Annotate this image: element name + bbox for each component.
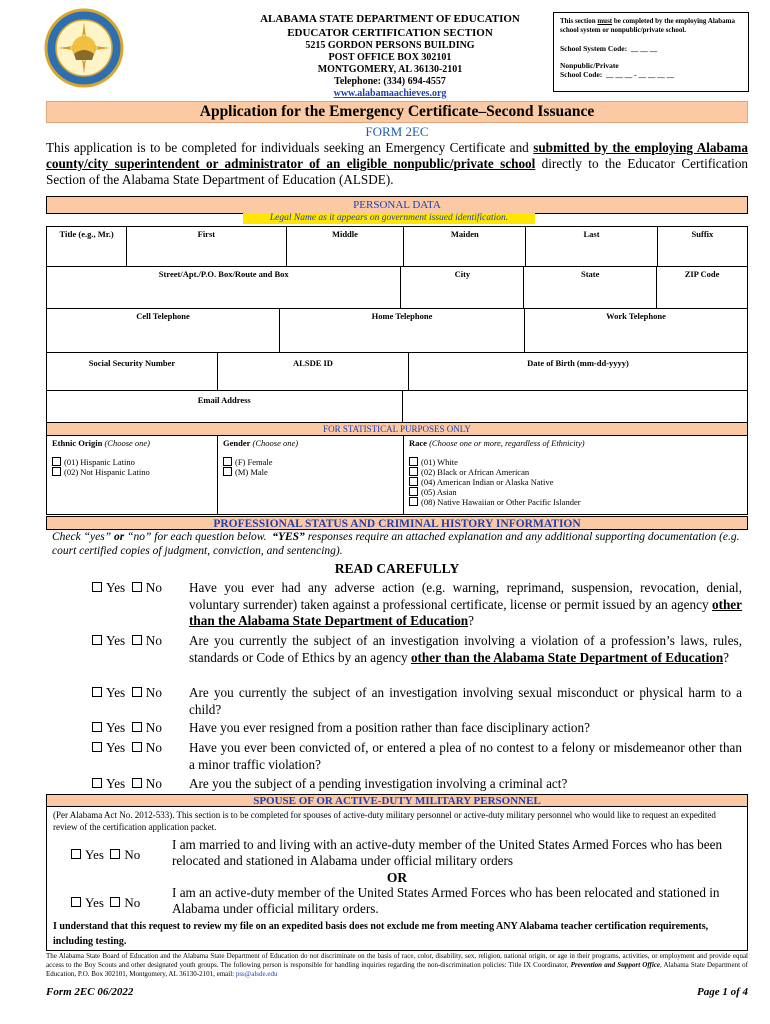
- statistical-box: [46, 435, 748, 515]
- spouse-option-1-choice: [71, 847, 161, 863]
- spouse-option-1-text: I am married to and living with an active-duty member of the United States Armed Forces who has been relocated and stationed in Alabama under official military orders: [172, 837, 723, 868]
- intro-part2: directly to the Educator Certification Section of the Alabama State Department of Education (ALSDE).: [46, 156, 749, 187]
- checkbox-icon[interactable]: [409, 477, 418, 486]
- address-table: [46, 266, 748, 309]
- form-title: Application for the Emergency Certificate–Second Issuance: [46, 101, 748, 123]
- ethnic-label: Ethnic Origin: [52, 438, 103, 448]
- no-label: No: [145, 776, 162, 791]
- middle-name-field[interactable]: [286, 227, 404, 267]
- email-blank[interactable]: [402, 391, 748, 423]
- street-field[interactable]: [47, 267, 401, 309]
- race-hint: (Choose one or more, regardless of Ethnicity): [429, 438, 585, 448]
- yes-no-choice: [92, 740, 188, 757]
- question-5: [92, 740, 742, 773]
- ethnic-column: [52, 438, 212, 477]
- yes-checkbox[interactable]: [92, 722, 102, 732]
- alsde-id-label: ALSDE ID: [293, 358, 333, 368]
- q5-text: Have you ever been convicted of, or entered a plea of no contest to a felony or misdemeanor other than a minor traffic violation?: [189, 740, 742, 772]
- work-phone-field[interactable]: [525, 309, 748, 353]
- ethnic-hint: (Choose one): [104, 438, 150, 448]
- yes-label: Yes: [85, 895, 104, 910]
- footer-office: Prevention and Support Office: [570, 961, 661, 969]
- address-line-1: 5215 GORDON PERSONS BUILDING: [305, 40, 475, 51]
- gender-option-m-label: (M) Male: [235, 467, 268, 477]
- no-label: No: [124, 895, 141, 910]
- street-label: Street/Apt./P.O. Box/Route and Box: [158, 269, 289, 279]
- first-name-field[interactable]: [127, 227, 286, 267]
- ssn-label: Social Security Number: [88, 358, 176, 368]
- yes-label: Yes: [106, 720, 126, 735]
- race-label: Race: [409, 438, 427, 448]
- name-table: [46, 226, 748, 267]
- nondiscrimination-footer: [46, 952, 748, 979]
- ethnic-option-1[interactable]: [52, 457, 212, 467]
- city-label: City: [454, 269, 471, 279]
- yes-checkbox[interactable]: [92, 582, 102, 592]
- phone-table: [46, 308, 748, 353]
- yes-checkbox[interactable]: [92, 778, 102, 788]
- school-code-label: School Code:: [560, 70, 603, 79]
- yes-checkbox[interactable]: [92, 742, 102, 752]
- gender-option-f-label: (F) Female: [235, 457, 273, 467]
- race-column: [409, 438, 739, 507]
- system-code-label: School System Code:: [560, 44, 628, 53]
- no-checkbox[interactable]: [132, 582, 142, 592]
- city-field[interactable]: [401, 267, 524, 309]
- last-name-field[interactable]: [526, 227, 658, 267]
- home-phone-field[interactable]: [280, 309, 525, 353]
- race-option-2-label: (02) Black or African American: [421, 467, 530, 477]
- ssn-field[interactable]: [47, 353, 218, 391]
- yes-checkbox[interactable]: [71, 849, 81, 859]
- yes-no-choice: [92, 685, 188, 702]
- race-option-4-label: (05) Asian: [421, 487, 457, 497]
- checkbox-icon[interactable]: [409, 457, 418, 466]
- spouse-disclaimer: I understand that this request to review my file on an expedited basis does not exclude me from meeting ANY Alabama teacher certification requirements, including testing.: [53, 921, 709, 947]
- race-option-1-label: (01) White: [421, 457, 458, 467]
- email-label: Email Address: [197, 395, 251, 405]
- ethnic-option-2-label: (02) Not Hispanic Latino: [64, 467, 150, 477]
- no-label: No: [145, 720, 162, 735]
- yes-no-choice: [92, 776, 188, 793]
- maiden-name-field[interactable]: [404, 227, 526, 267]
- checkbox-icon[interactable]: [223, 467, 232, 476]
- q2-underlined: other than the Alabama State Department of Education: [410, 649, 724, 665]
- footer-text-b: , Alabama State Department of Education, P.O. Box 302101, Montgomery, AL 36130-2101, email:: [46, 961, 749, 978]
- spouse-box: [46, 806, 748, 951]
- dob-field[interactable]: [409, 353, 748, 391]
- first-label: First: [197, 229, 216, 239]
- system-code-field[interactable]: __ __ __: [630, 44, 658, 53]
- race-option-4[interactable]: [409, 487, 739, 497]
- legal-name-note: Legal Name as it appears on government issued identification.: [243, 213, 535, 224]
- race-option-1[interactable]: [409, 457, 739, 467]
- yes-no-choice: [92, 633, 188, 650]
- yes-label: Yes: [106, 580, 126, 595]
- note-part-b: “no” for each question below.: [127, 531, 267, 543]
- form-id: Form 2EC 06/2022: [46, 986, 134, 998]
- gender-option-m[interactable]: [223, 467, 403, 477]
- alabama-seal-logo: [44, 8, 124, 88]
- spouse-heading: SPOUSE OF OR ACTIVE-DUTY MILITARY PERSONNEL: [46, 794, 748, 807]
- code-note-pre: This section: [560, 17, 596, 25]
- footer-text-a: The Alabama State Board of Education and the Alabama State Department of Education do not discriminate on the basis of race, color, disability, sex, religion, national origin, or age in their programs, activities, or employment and provide equal access to the Boy Scouts and other designated youth groups. The following person is responsible for handling inquiries regarding the non-discrimination policies: Title IX Coordinator,: [46, 952, 748, 969]
- no-label: No: [145, 740, 162, 755]
- yes-no-choice: [92, 580, 188, 597]
- department-name: ALABAMA STATE DEPARTMENT OF EDUCATION: [260, 13, 520, 25]
- gender-option-f[interactable]: [223, 457, 403, 467]
- or-separator: OR: [386, 870, 408, 885]
- address-line-3: MONTGOMERY, AL 36130-2101: [317, 64, 463, 75]
- q6-text: Are you the subject of a pending investigation involving a criminal act?: [189, 776, 568, 791]
- yes-label: Yes: [85, 847, 104, 862]
- checkbox-icon[interactable]: [223, 457, 232, 466]
- yes-label: Yes: [106, 740, 126, 755]
- no-label: No: [145, 580, 162, 595]
- no-checkbox[interactable]: [110, 897, 120, 907]
- address-line-2: POST OFFICE BOX 302101: [328, 52, 452, 63]
- yes-label: Yes: [106, 633, 126, 648]
- checkbox-icon[interactable]: [409, 487, 418, 496]
- dob-label: Date of Birth (mm-dd-yyyy): [527, 358, 629, 368]
- ethnic-option-1-label: (01) Hispanic Latino: [64, 457, 135, 467]
- gender-column: [223, 438, 403, 477]
- note-yes: “YES”: [272, 531, 305, 543]
- yes-checkbox[interactable]: [92, 635, 102, 645]
- code-note-must: must: [597, 17, 613, 25]
- agency-header: [250, 12, 530, 100]
- no-checkbox[interactable]: [110, 849, 120, 859]
- column-divider: [403, 436, 404, 514]
- race-option-2[interactable]: [409, 467, 739, 477]
- state-label: State: [580, 269, 600, 279]
- suffix-label: Suffix: [691, 229, 714, 239]
- q1-text: Have you ever had any adverse action (e.g. warning, reprimand, suspension, revocation, denial, voluntary surrender) taken against a professional certificate, license or permit issued by an agency: [189, 580, 742, 612]
- question-4: [92, 720, 742, 737]
- footer-email-link[interactable]: pss@alsde.edu: [235, 970, 278, 978]
- no-label: No: [145, 685, 162, 700]
- last-label: Last: [583, 229, 600, 239]
- race-option-5-label: (08) Native Hawaiian or Other Pacific Islander: [421, 497, 581, 507]
- no-checkbox[interactable]: [132, 722, 142, 732]
- spouse-option-2-choice: [71, 895, 161, 911]
- school-code-box: [553, 12, 749, 92]
- q4-text: Have you ever resigned from a position rather than face disciplinary action?: [189, 720, 590, 735]
- ethnic-option-2[interactable]: [52, 467, 212, 477]
- q2-text: Are you currently the subject of an investigation involving a violation of a profession’s laws, rules, standards or Code of Ethics by an agency: [189, 633, 742, 665]
- id-table: [46, 352, 748, 391]
- email-table: [46, 390, 748, 423]
- personal-data-heading: [46, 196, 748, 214]
- professional-note: [52, 530, 744, 558]
- q3-text: Are you currently the subject of an investigation involving sexual misconduct or physical harm to a child?: [189, 685, 742, 717]
- cell-phone-field[interactable]: [47, 309, 280, 353]
- suffix-field[interactable]: [657, 227, 747, 267]
- email-field[interactable]: [47, 391, 403, 423]
- no-checkbox[interactable]: [132, 687, 142, 697]
- title-label: Title (e.g., Mr.): [59, 229, 114, 239]
- middle-label: Middle: [331, 229, 358, 239]
- no-checkbox[interactable]: [132, 635, 142, 645]
- personal-data-title: PERSONAL DATA: [353, 199, 441, 211]
- spouse-note: (Per Alabama Act No. 2012-533). This section is to be completed for spouses of active-duty military personnel or active-duty military personnel who would like to request an expedited review of the certification application packet.: [53, 810, 716, 832]
- race-option-3-label: (04) American Indian or Alaska Native: [421, 477, 554, 487]
- race-option-5[interactable]: [409, 497, 739, 507]
- note-part-c: responses require an attached explanation and any additional supporting documentation (e.g. court certified copies of judgment, conviction, and sentencing).: [52, 531, 740, 557]
- yes-label: Yes: [106, 685, 126, 700]
- question-3: [92, 685, 742, 718]
- checkbox-icon[interactable]: [409, 467, 418, 476]
- checkbox-icon[interactable]: [409, 497, 418, 506]
- cell-label: Cell Telephone: [136, 311, 190, 321]
- intro-part1: This application is to be completed for individuals seeking an Emergency Certificate and: [46, 140, 529, 155]
- q1-end: ?: [468, 613, 474, 628]
- alsde-id-field[interactable]: [218, 353, 409, 391]
- work-label: Work Telephone: [606, 311, 666, 321]
- q2-end: ?: [723, 649, 730, 665]
- section-name: EDUCATOR CERTIFICATION SECTION: [287, 27, 493, 39]
- spouse-option-2-text: I am an active-duty member of the United States Armed Forces who has been relocated and stationed in Alabama under official military orders.: [172, 885, 720, 916]
- yes-checkbox[interactable]: [92, 687, 102, 697]
- no-checkbox[interactable]: [132, 742, 142, 752]
- professional-heading: PROFESSIONAL STATUS AND CRIMINAL HISTORY INFORMATION: [46, 516, 748, 530]
- race-option-3[interactable]: [409, 477, 739, 487]
- no-label: No: [145, 633, 162, 648]
- column-divider: [217, 436, 218, 514]
- state-field[interactable]: [524, 267, 657, 309]
- read-carefully: READ CAREFULLY: [334, 561, 460, 576]
- school-code-field[interactable]: __ __ __ - __ __ __ __: [606, 70, 675, 79]
- yes-no-choice: [92, 720, 188, 737]
- intro-paragraph: [46, 140, 748, 188]
- intro-bold: submitted by the employing Alabama county/city superintendent or administrator of an eligible nonpublic/private school: [46, 140, 749, 171]
- zip-field[interactable]: [657, 267, 748, 309]
- gender-hint: (Choose one): [252, 438, 299, 448]
- maiden-label: Maiden: [450, 229, 479, 239]
- question-2: [92, 633, 742, 666]
- yes-checkbox[interactable]: [71, 897, 81, 907]
- zip-label: ZIP Code: [684, 269, 720, 279]
- q1-underlined: other than the Alabama State Department of Education: [189, 596, 743, 628]
- phone: Telephone: (334) 694-4557: [334, 76, 446, 87]
- form-number: FORM 2EC: [365, 124, 429, 139]
- page-number: Page 1 of 4: [696, 986, 748, 998]
- nonpublic-label: Nonpublic/Private: [560, 61, 619, 70]
- gender-label: Gender: [223, 438, 251, 448]
- note-or: or: [113, 531, 125, 543]
- no-label: No: [124, 847, 141, 862]
- no-checkbox[interactable]: [132, 778, 142, 788]
- question-1: [92, 580, 742, 630]
- checkbox-icon[interactable]: [52, 467, 61, 476]
- note-part-a: Check “yes”: [52, 531, 112, 543]
- code-note-post: be completed by the employing Alabama school system or nonpublic/private school.: [560, 17, 736, 34]
- checkbox-icon[interactable]: [52, 457, 61, 466]
- question-6: [92, 776, 742, 793]
- statistical-heading: FOR STATISTICAL PURPOSES ONLY: [46, 423, 748, 435]
- website-link[interactable]: www.alabamaachieves.org: [333, 88, 447, 99]
- title-field[interactable]: [47, 227, 127, 267]
- home-label: Home Telephone: [371, 311, 433, 321]
- yes-label: Yes: [106, 776, 126, 791]
